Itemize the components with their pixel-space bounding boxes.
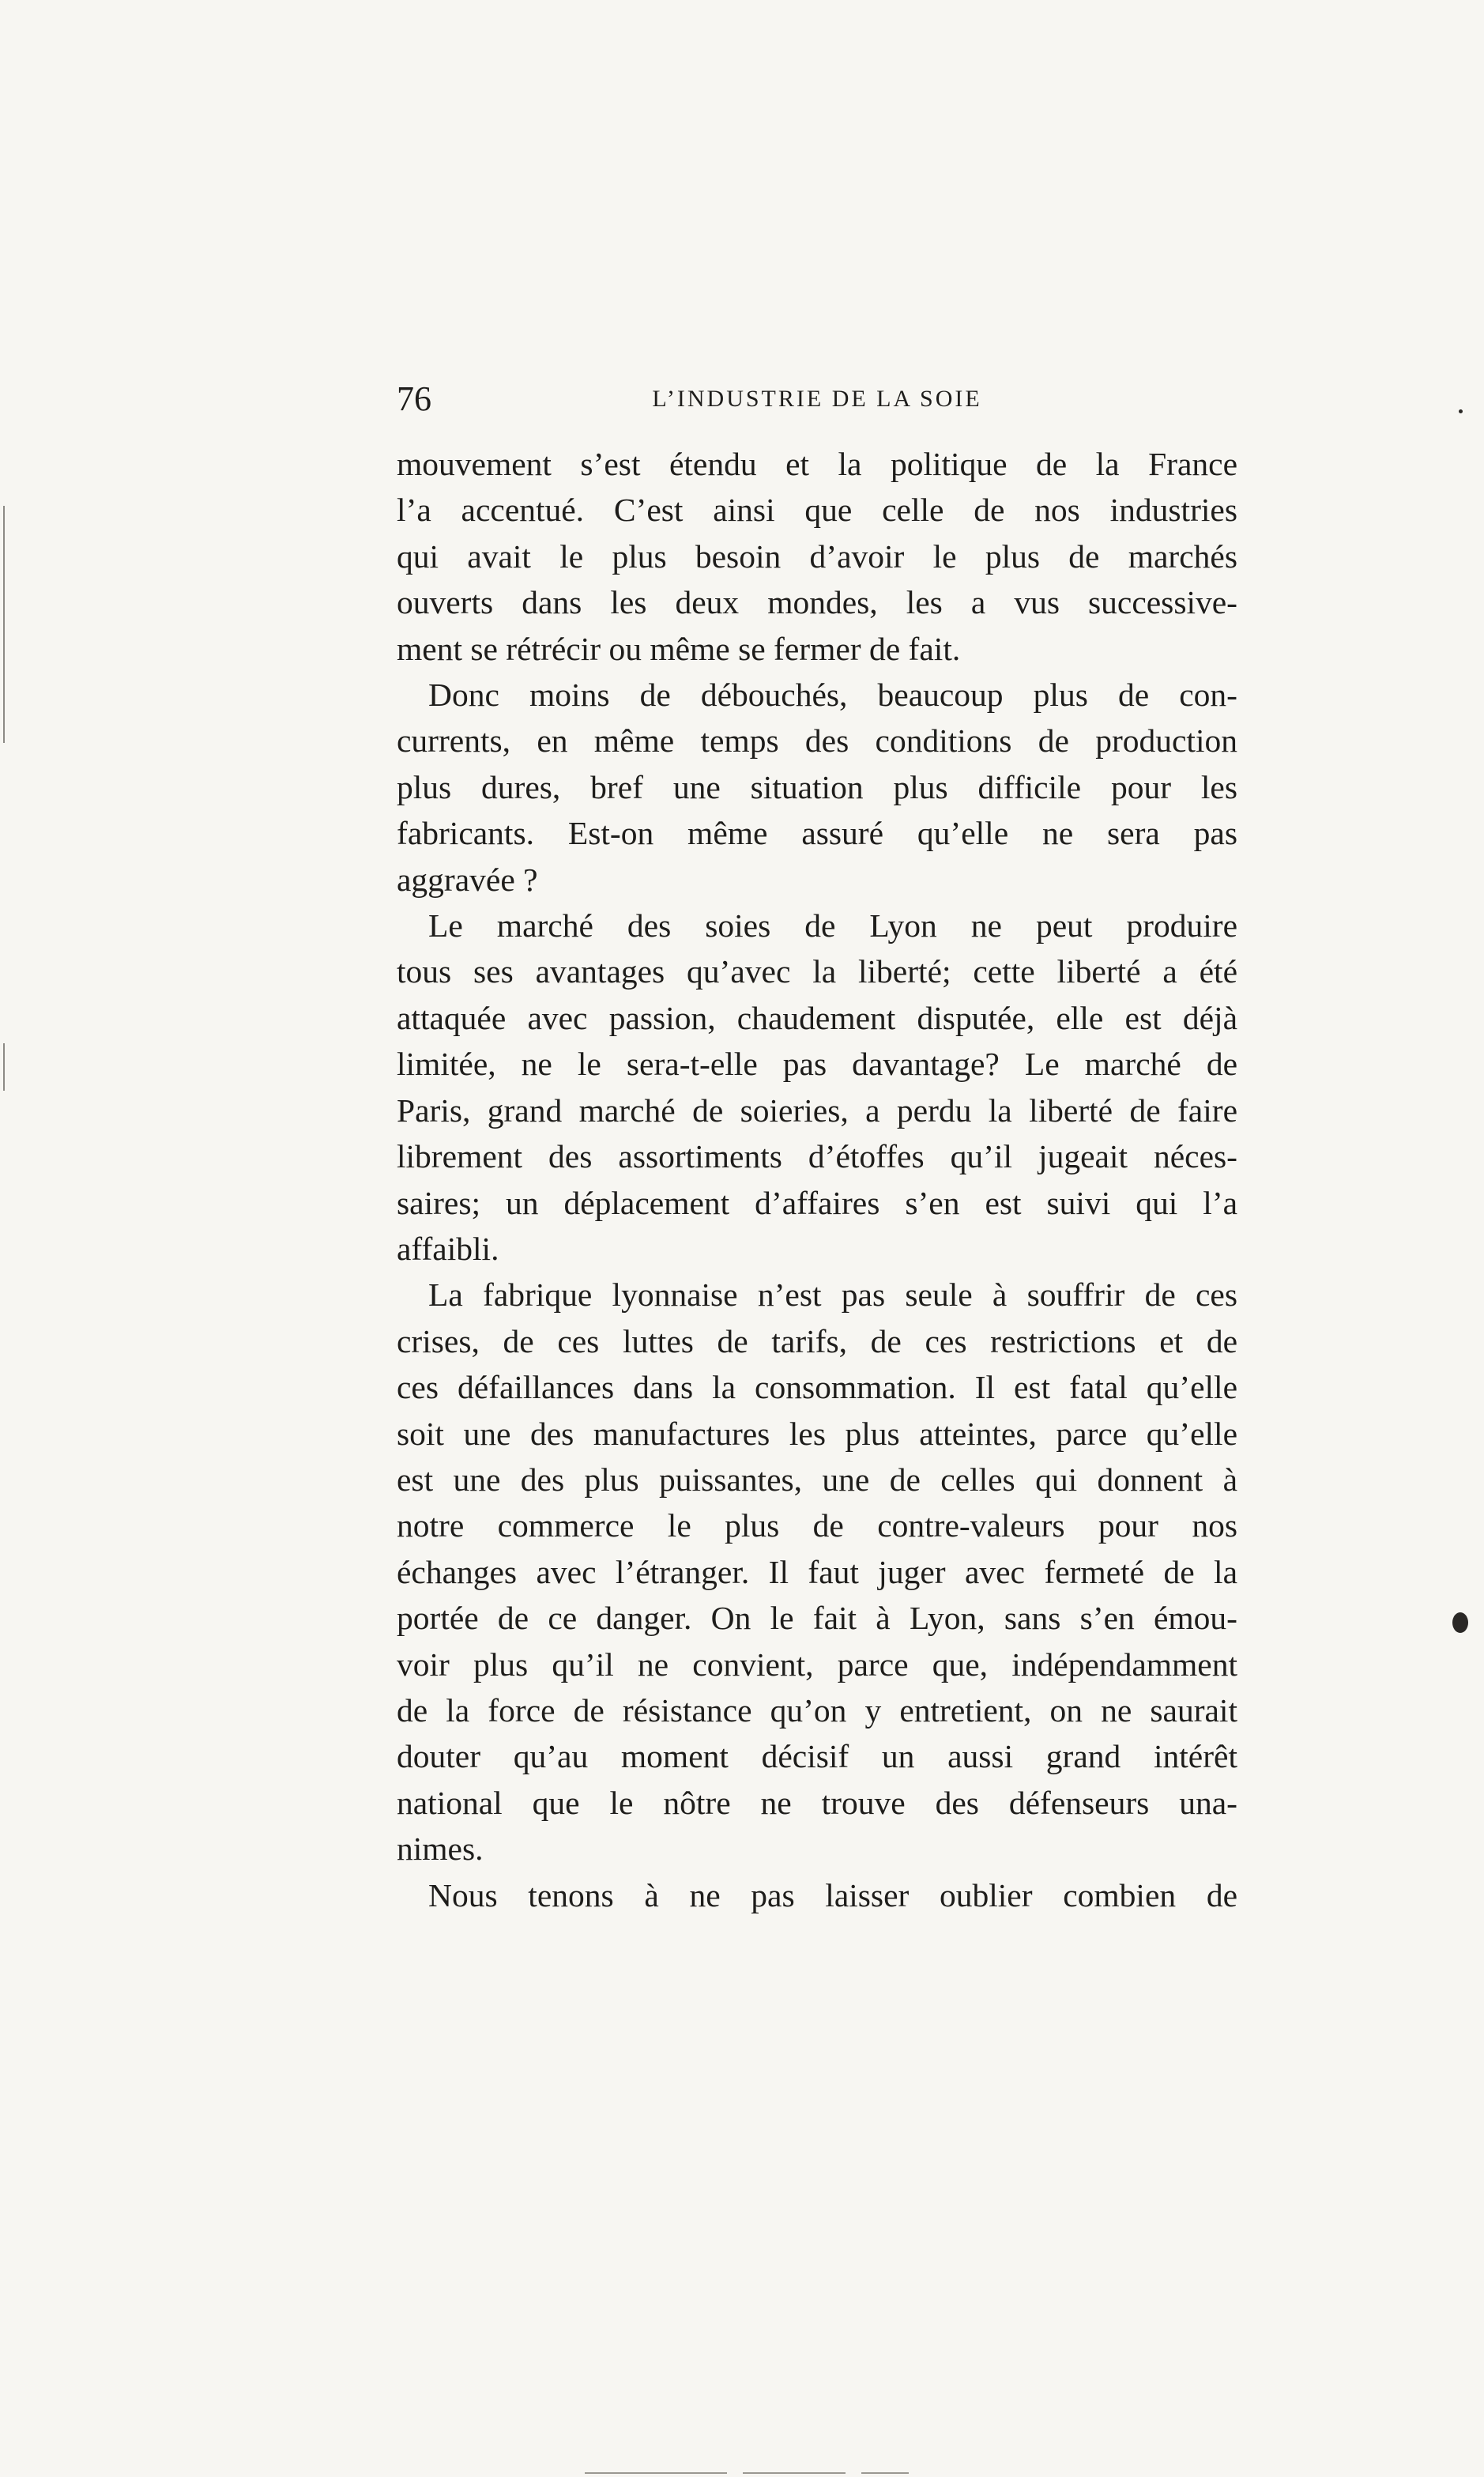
text-line: plus dures, bref une situation plus difficile pour les xyxy=(397,768,1237,805)
text-line: affaibli. xyxy=(397,1230,499,1267)
text-line: fabricants. Est-on même assuré qu’elle ne sera pas xyxy=(397,815,1237,852)
body-text xyxy=(397,441,1237,1918)
ink-speck xyxy=(1459,409,1463,413)
page-number: 76 xyxy=(397,379,431,418)
text-line: La fabrique lyonnaise n’est pas seule à souffrir de ces xyxy=(428,1276,1237,1314)
text-line: aggravée ? xyxy=(397,861,538,898)
text-line: de la force de résistance qu’on y entretient, on ne saurait xyxy=(397,1691,1237,1729)
text-line: échanges avec l’étranger. Il faut juger avec fermeté de la xyxy=(397,1553,1237,1590)
text-line: nimes. xyxy=(397,1830,484,1868)
scan-bottom-mark xyxy=(585,2472,727,2474)
paragraph-4 xyxy=(397,1272,1237,1872)
text-line: qui avait le plus besoin d’avoir le plus de marchés xyxy=(397,537,1237,575)
text-line: librement des assortiments d’étoffes qu’il jugeait néces- xyxy=(397,1138,1237,1175)
running-head: L’INDUSTRIE DE LA SOIE xyxy=(652,386,982,412)
paragraph-1 xyxy=(397,441,1237,672)
text-line: l’a accentué. C’est ainsi que celle de nos industries xyxy=(397,492,1237,529)
text-line: ouverts dans les deux mondes, les a vus successive- xyxy=(397,584,1237,621)
paragraph-2 xyxy=(397,672,1237,903)
text-line: voir plus qu’il ne convient, parce que, indépendamment xyxy=(397,1646,1237,1683)
text-line: ces défaillances dans la consommation. Il est fatal qu’elle xyxy=(397,1369,1237,1406)
text-line: attaquée avec passion, chaudement disputée, elle est déjà xyxy=(397,999,1237,1036)
paragraph-5 xyxy=(397,1872,1237,1918)
text-line: saires; un déplacement d’affaires s’en est suivi qui l’a xyxy=(397,1184,1237,1221)
text-line: Le marché des soies de Lyon ne peut produire xyxy=(428,907,1237,944)
text-line: tous ses avantages qu’avec la liberté; cette liberté a été xyxy=(397,953,1237,990)
text-line: soit une des manufactures les plus atteintes, parce qu’elle xyxy=(397,1415,1237,1452)
text-line: ment se rétrécir ou même se fermer de fait. xyxy=(397,630,961,667)
scan-bottom-mark xyxy=(743,2472,846,2474)
text-line: notre commerce le plus de contre-valeurs pour nos xyxy=(397,1507,1237,1544)
paragraph-3 xyxy=(397,903,1237,1272)
scan-edge-mark xyxy=(3,506,5,743)
text-line: portée de ce danger. On le fait à Lyon, sans s’en émou- xyxy=(397,1600,1237,1637)
scan-edge-mark xyxy=(3,1043,5,1091)
text-line: douter qu’au moment décisif un aussi grand intérêt xyxy=(397,1738,1237,1775)
text-line: national que le nôtre ne trouve des défenseurs una- xyxy=(397,1784,1237,1821)
ink-speck xyxy=(1452,1612,1468,1633)
text-line: crises, de ces luttes de tarifs, de ces restrictions et de xyxy=(397,1322,1237,1359)
text-line: est une des plus puissantes, une de celles qui donnent à xyxy=(397,1461,1237,1498)
text-line: mouvement s’est étendu et la politique de la France xyxy=(397,446,1237,482)
scan-bottom-mark xyxy=(861,2472,909,2474)
text-line: limitée, ne le sera-t-elle pas davantage? Le marché de xyxy=(397,1046,1237,1083)
text-line: Paris, grand marché de soieries, a perdu la liberté de faire xyxy=(397,1091,1237,1129)
text-line: currents, en même temps des conditions de production xyxy=(397,722,1237,760)
text-line: Nous tenons à ne pas laisser oublier combien de xyxy=(428,1876,1237,1913)
page-header xyxy=(397,371,1237,427)
text-line: Donc moins de débouchés, beaucoup plus de con- xyxy=(428,677,1237,714)
